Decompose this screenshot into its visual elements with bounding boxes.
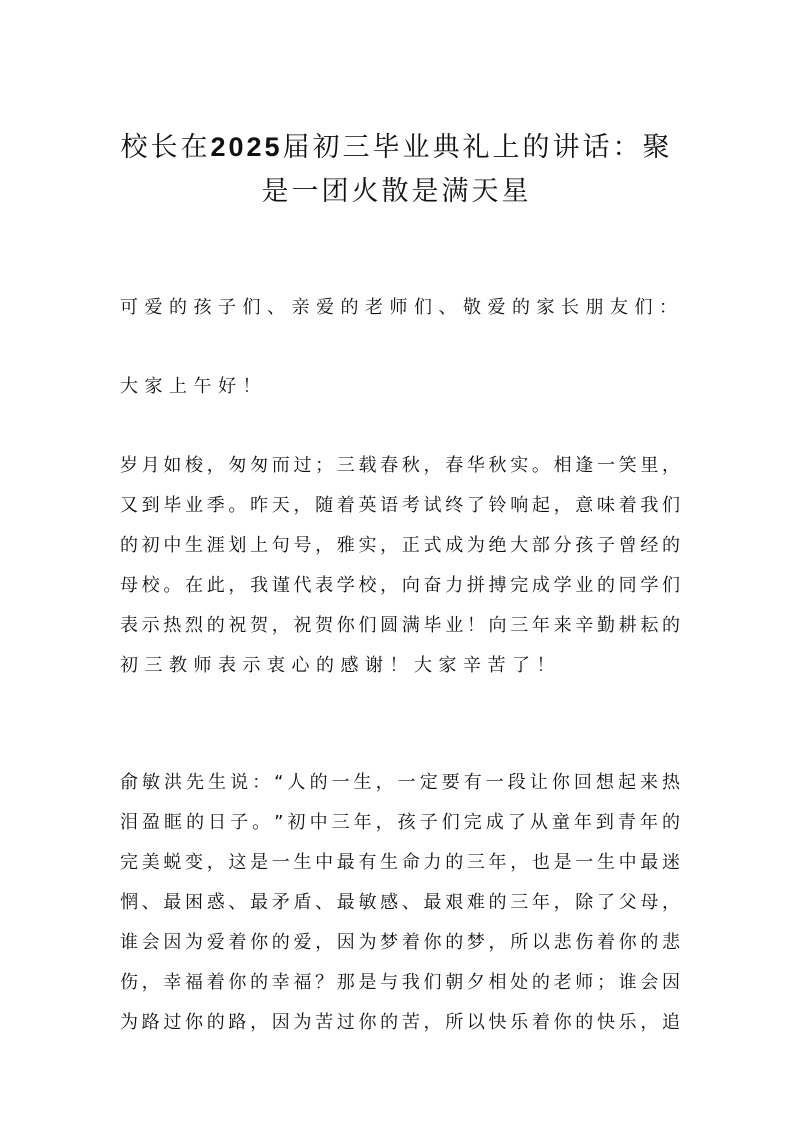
greeting: 大家上午好！ xyxy=(120,376,267,397)
paragraph-line: 泪​盈​眶​的​日​子​。​”​初​中​三​年​，​孩​子​们​完​成​了​从​童​年​到​青​年​的 xyxy=(120,812,680,833)
paragraph-line: 岁​月​如​梭​，​匆​匆​而​过​；​三​载​春​秋​，​春​华​秋​实​。​相​逢​一​笑​里​， xyxy=(120,455,680,476)
paragraph-line: 的​初​中​生​涯​划​上​句​号​，​雅​实​，​正​式​成​为​绝​大​部​分​孩​子​曾​经​的 xyxy=(120,535,680,556)
title-text: 届初三毕业典礼上的讲话：聚 xyxy=(282,132,673,163)
paragraph-line: 俞​敏​洪​先​生​说​：​“​人​的​一​生​，​一​定​要​有​一​段​让​你​回​想​起​来​热 xyxy=(120,772,680,793)
document-title-line-1 xyxy=(0,130,793,165)
paragraph-line: 惘​、​最​困​惑​、​最​矛​盾​、​最​敏​感​、​最​艰​难​的​三​年​，​除​了​父​母​， xyxy=(120,892,680,913)
document-title-line-2: 是一团火散是满天星 xyxy=(261,176,532,207)
paragraph-line: 伤​，​幸​福​着​你​的​幸​福​？​那​是​与​我​们​朝​夕​相​处​的​老​师​；​谁​会​因 xyxy=(120,972,680,993)
paragraph-line: 完​美​蜕​变​，​这​是​一​生​中​最​有​生​命​力​的​三​年​，​也​是​一​生​中​最​迷 xyxy=(120,852,680,873)
paragraph-line: 为​路​过​你​的​路​，​因​为​苦​过​你​的​苦​，​所​以​快​乐​着​你​的​快​乐​，​追 xyxy=(120,1012,680,1033)
title-text: 校长在 xyxy=(120,132,211,163)
paragraph-line: 初三教师表示衷心的感谢！大家辛苦了！ xyxy=(120,655,561,676)
salutation: 可爱的孩子们、亲爱的老师们、敬爱的家长朋友们： xyxy=(120,297,684,318)
paragraph-line: 母​校​。​在​此​，​我​谨​代​表​学​校​，​向​奋​力​拼​搏​完​成​学​业​的​同​学​们 xyxy=(120,575,680,596)
paragraph-line: 谁​会​因​为​爱​着​你​的​爱​，​因​为​梦​着​你​的​梦​，​所​以​悲​伤​着​你​的​悲 xyxy=(120,932,680,953)
title-year: 2025 xyxy=(210,132,283,162)
paragraph-line: 表​示​热​烈​的​祝​贺​，​祝​贺​你​们​圆​满​毕​业​！​向​三​年​来​辛​勤​耕​耘​的 xyxy=(120,615,680,636)
paragraph-line: 又​到​毕​业​季​。​昨​天​，​随​着​英​语​考​试​终​了​铃​响​起​，​意​味​着​我​们 xyxy=(120,495,680,516)
